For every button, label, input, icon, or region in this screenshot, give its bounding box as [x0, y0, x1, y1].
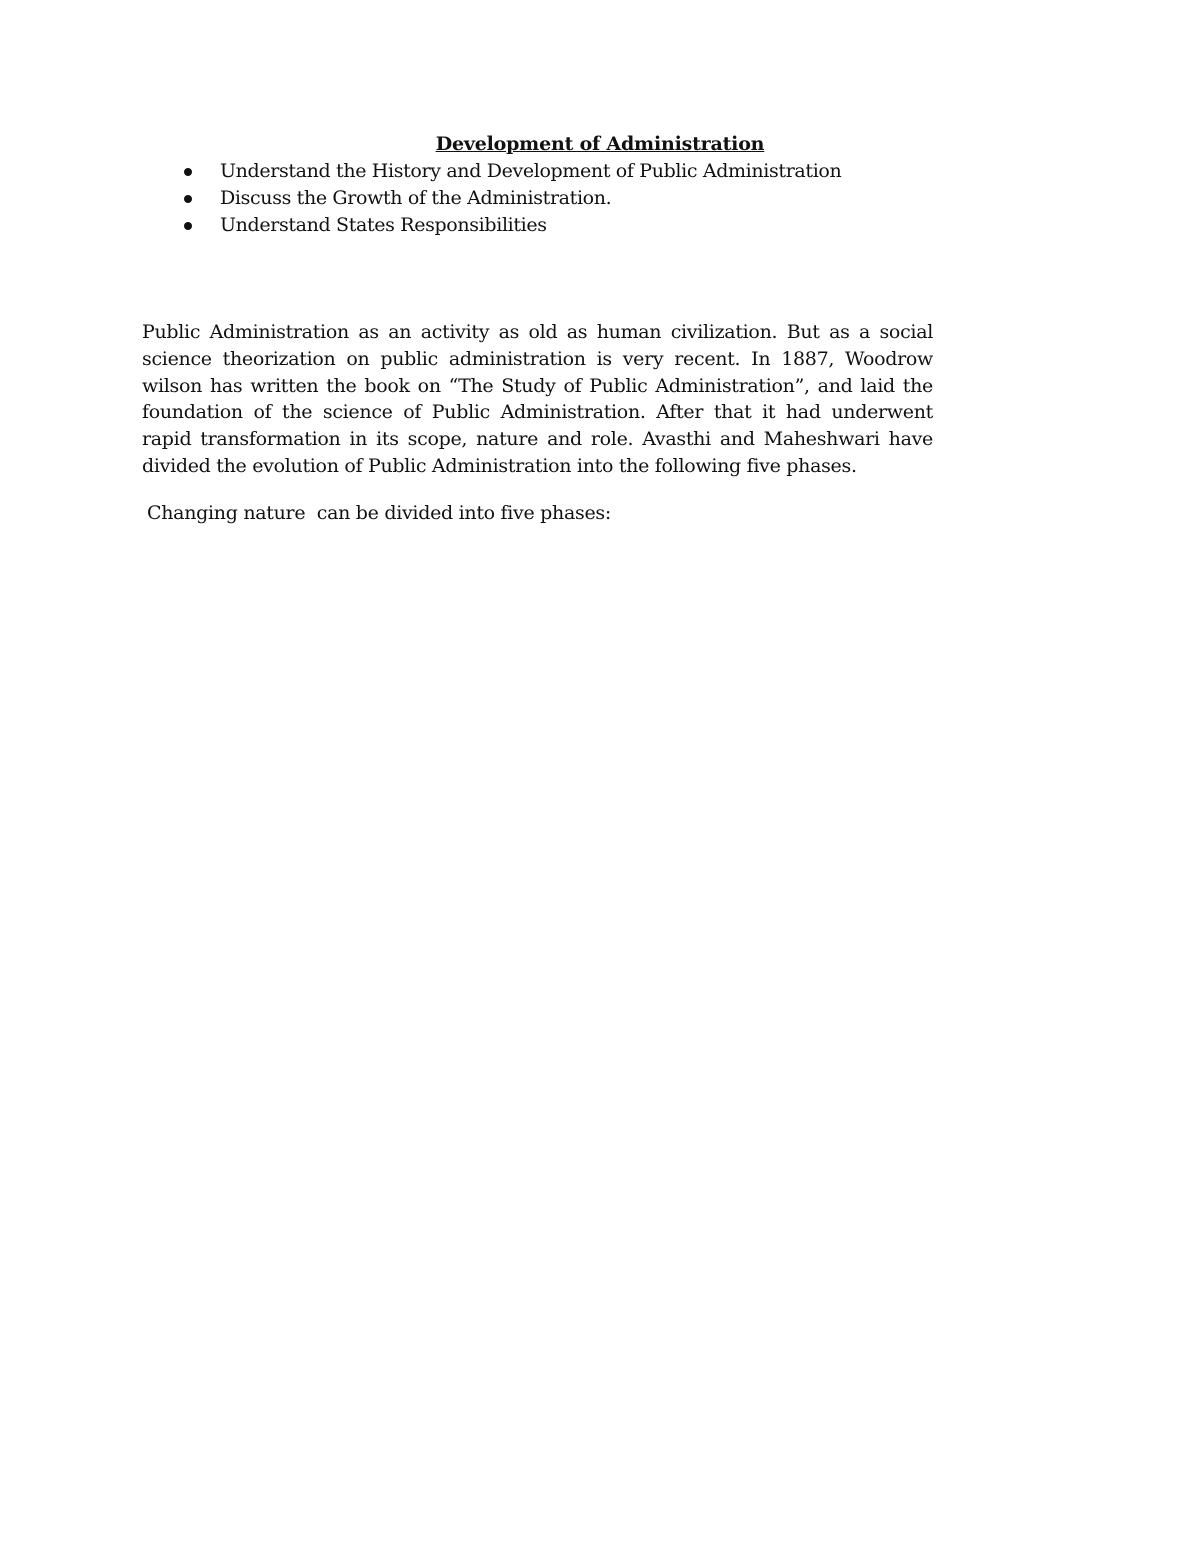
closing-line: Changing nature can be divided into five phases:	[147, 502, 611, 524]
objective-text: Discuss the Growth of the Administration.	[220, 187, 612, 209]
bullet-icon	[184, 168, 192, 176]
body-paragraph: Public Administration as an activity as old as human civilization. But as a social science theorization on public administration is very recent. In 1887, Woodrow wilson has written the book on “The Study of Public Administration”, and laid the foundation of the science of Public Administration. After that it had underwent rapid transformation in its scope, nature and role. Avasthi and Maheshwari have divided the evolution of Public Administration into the following five phases.	[142, 321, 933, 477]
bullet-icon	[184, 222, 192, 230]
objectives-list	[182, 158, 841, 239]
document-title: Development of Administration	[435, 133, 765, 155]
objective-text: Understand the History and Development of Public Administration	[220, 160, 842, 182]
objective-text: Understand States Responsibilities	[220, 214, 547, 236]
bullet-icon	[184, 195, 192, 203]
objective-item	[182, 212, 841, 239]
objective-item	[182, 185, 841, 212]
objective-item	[182, 158, 841, 185]
